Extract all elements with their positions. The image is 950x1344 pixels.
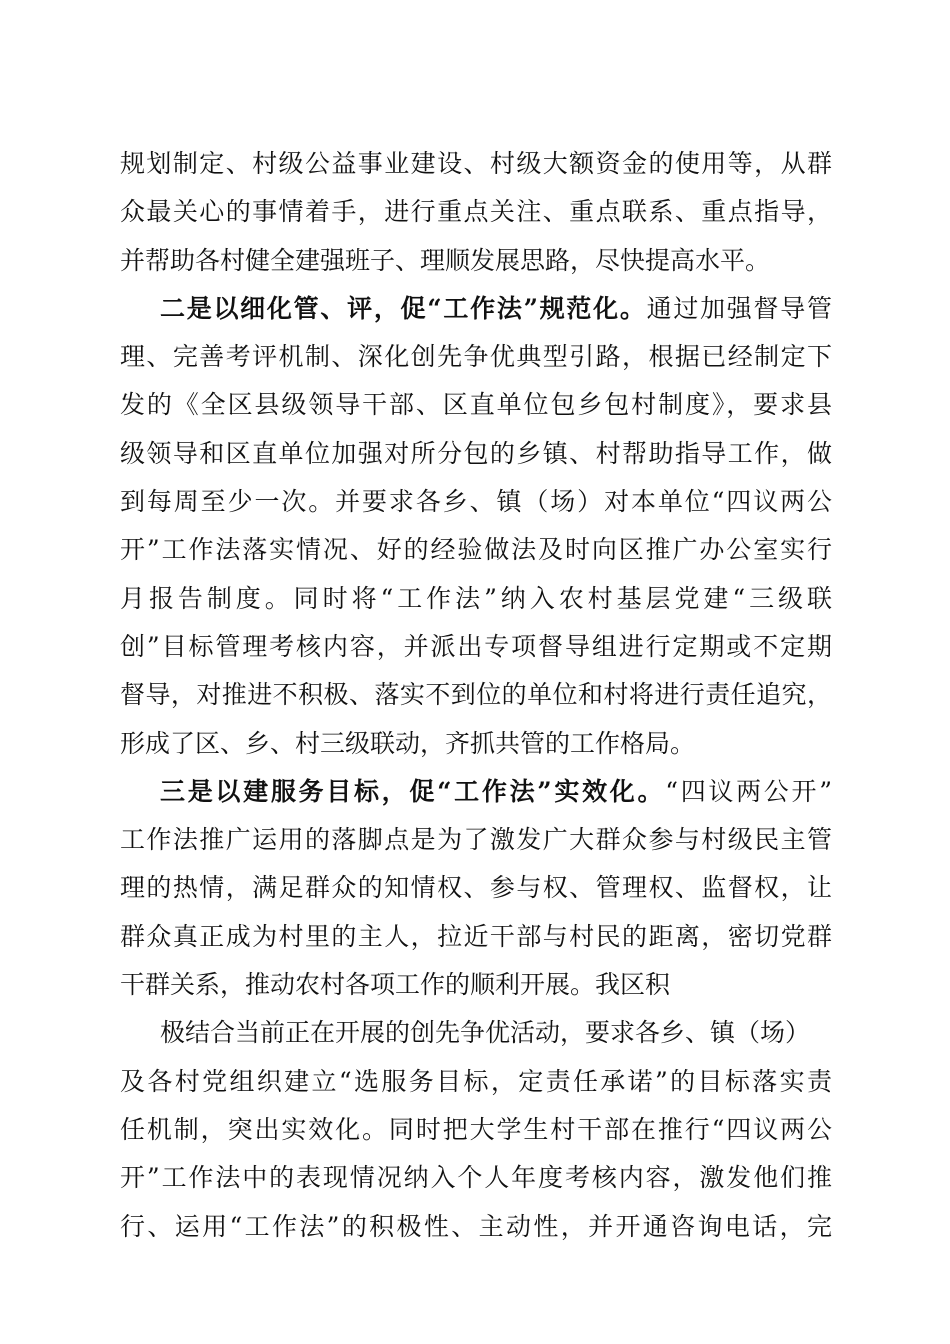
text-line: 到每周至少一次。并要求各乡、镇（场）对本单位“四议两公 bbox=[120, 487, 832, 517]
text-line: 开”工作法落实情况、好的经验做法及时向区推广办公室实行 bbox=[120, 535, 832, 565]
text-line: 督导，对推进不积极、落实不到位的单位和村将进行责任追究， bbox=[120, 680, 832, 710]
text-line: 极结合当前正在开展的创先争优活动，要求各乡、镇（场） bbox=[160, 1018, 811, 1048]
text-line: 级领导和区直单位加强对所分包的乡镇、村帮助指导工作，做 bbox=[120, 438, 832, 468]
text-line: 并帮助各村健全建强班子、理顺发展思路，尽快提高水平。 bbox=[120, 245, 771, 275]
body-text bbox=[120, 140, 832, 1251]
text-line: 众最关心的事情着手，进行重点关注、重点联系、重点指导， bbox=[120, 197, 832, 227]
text-line: 工作法推广运用的落脚点是为了激发广大群众参与村级民主管 bbox=[120, 825, 832, 855]
paragraph-heading-line bbox=[120, 285, 832, 333]
text-line: 开”工作法中的表现情况纳入个人年度考核内容，激发他们推 bbox=[120, 1163, 832, 1193]
text-line: 群众真正成为村里的主人，拉近干部与村民的距离，密切党群 bbox=[120, 921, 832, 951]
section-heading: 三是以建服务目标，促“工作法”实效化。 bbox=[160, 776, 666, 806]
text-line: 创”目标管理考核内容，并派出专项督导组进行定期或不定期 bbox=[120, 631, 832, 661]
section-heading: 二是以细化管、评，促“工作法”规范化。 bbox=[160, 293, 647, 323]
text-line: 理、完善考评机制、深化创先争优典型引路，根据已经制定下 bbox=[120, 342, 832, 372]
text-line: 理的热情，满足群众的知情权、参与权、管理权、监督权，让 bbox=[120, 873, 832, 903]
text-span: 通过加强督导管 bbox=[646, 293, 832, 323]
text-line: 行、运用“工作法”的积极性、主动性，并开通咨询电话，完 bbox=[120, 1211, 832, 1241]
paragraph-heading-line bbox=[120, 768, 832, 816]
text-line: 干群关系，推动农村各项工作的顺利开展。我区积 bbox=[120, 970, 671, 1000]
text-line: 及各村党组织建立“选服务目标，定责任承诺”的目标落实责 bbox=[120, 1066, 832, 1096]
text-line: 规划制定、村级公益事业建设、村级大额资金的使用等，从群 bbox=[120, 149, 832, 178]
text-line: 形成了区、乡、村三级联动，齐抓共管的工作格局。 bbox=[120, 728, 696, 758]
text-line: 发的《全区县级领导干部、区直单位包乡包村制度》，要求县 bbox=[120, 390, 832, 420]
text-span: “四议两公开” bbox=[665, 776, 833, 806]
text-line: 月报告制度。同时将“工作法”纳入农村基层党建“三级联 bbox=[120, 583, 832, 613]
text-line: 任机制，突出实效化。同时把大学生村干部在推行“四议两公 bbox=[120, 1114, 832, 1144]
